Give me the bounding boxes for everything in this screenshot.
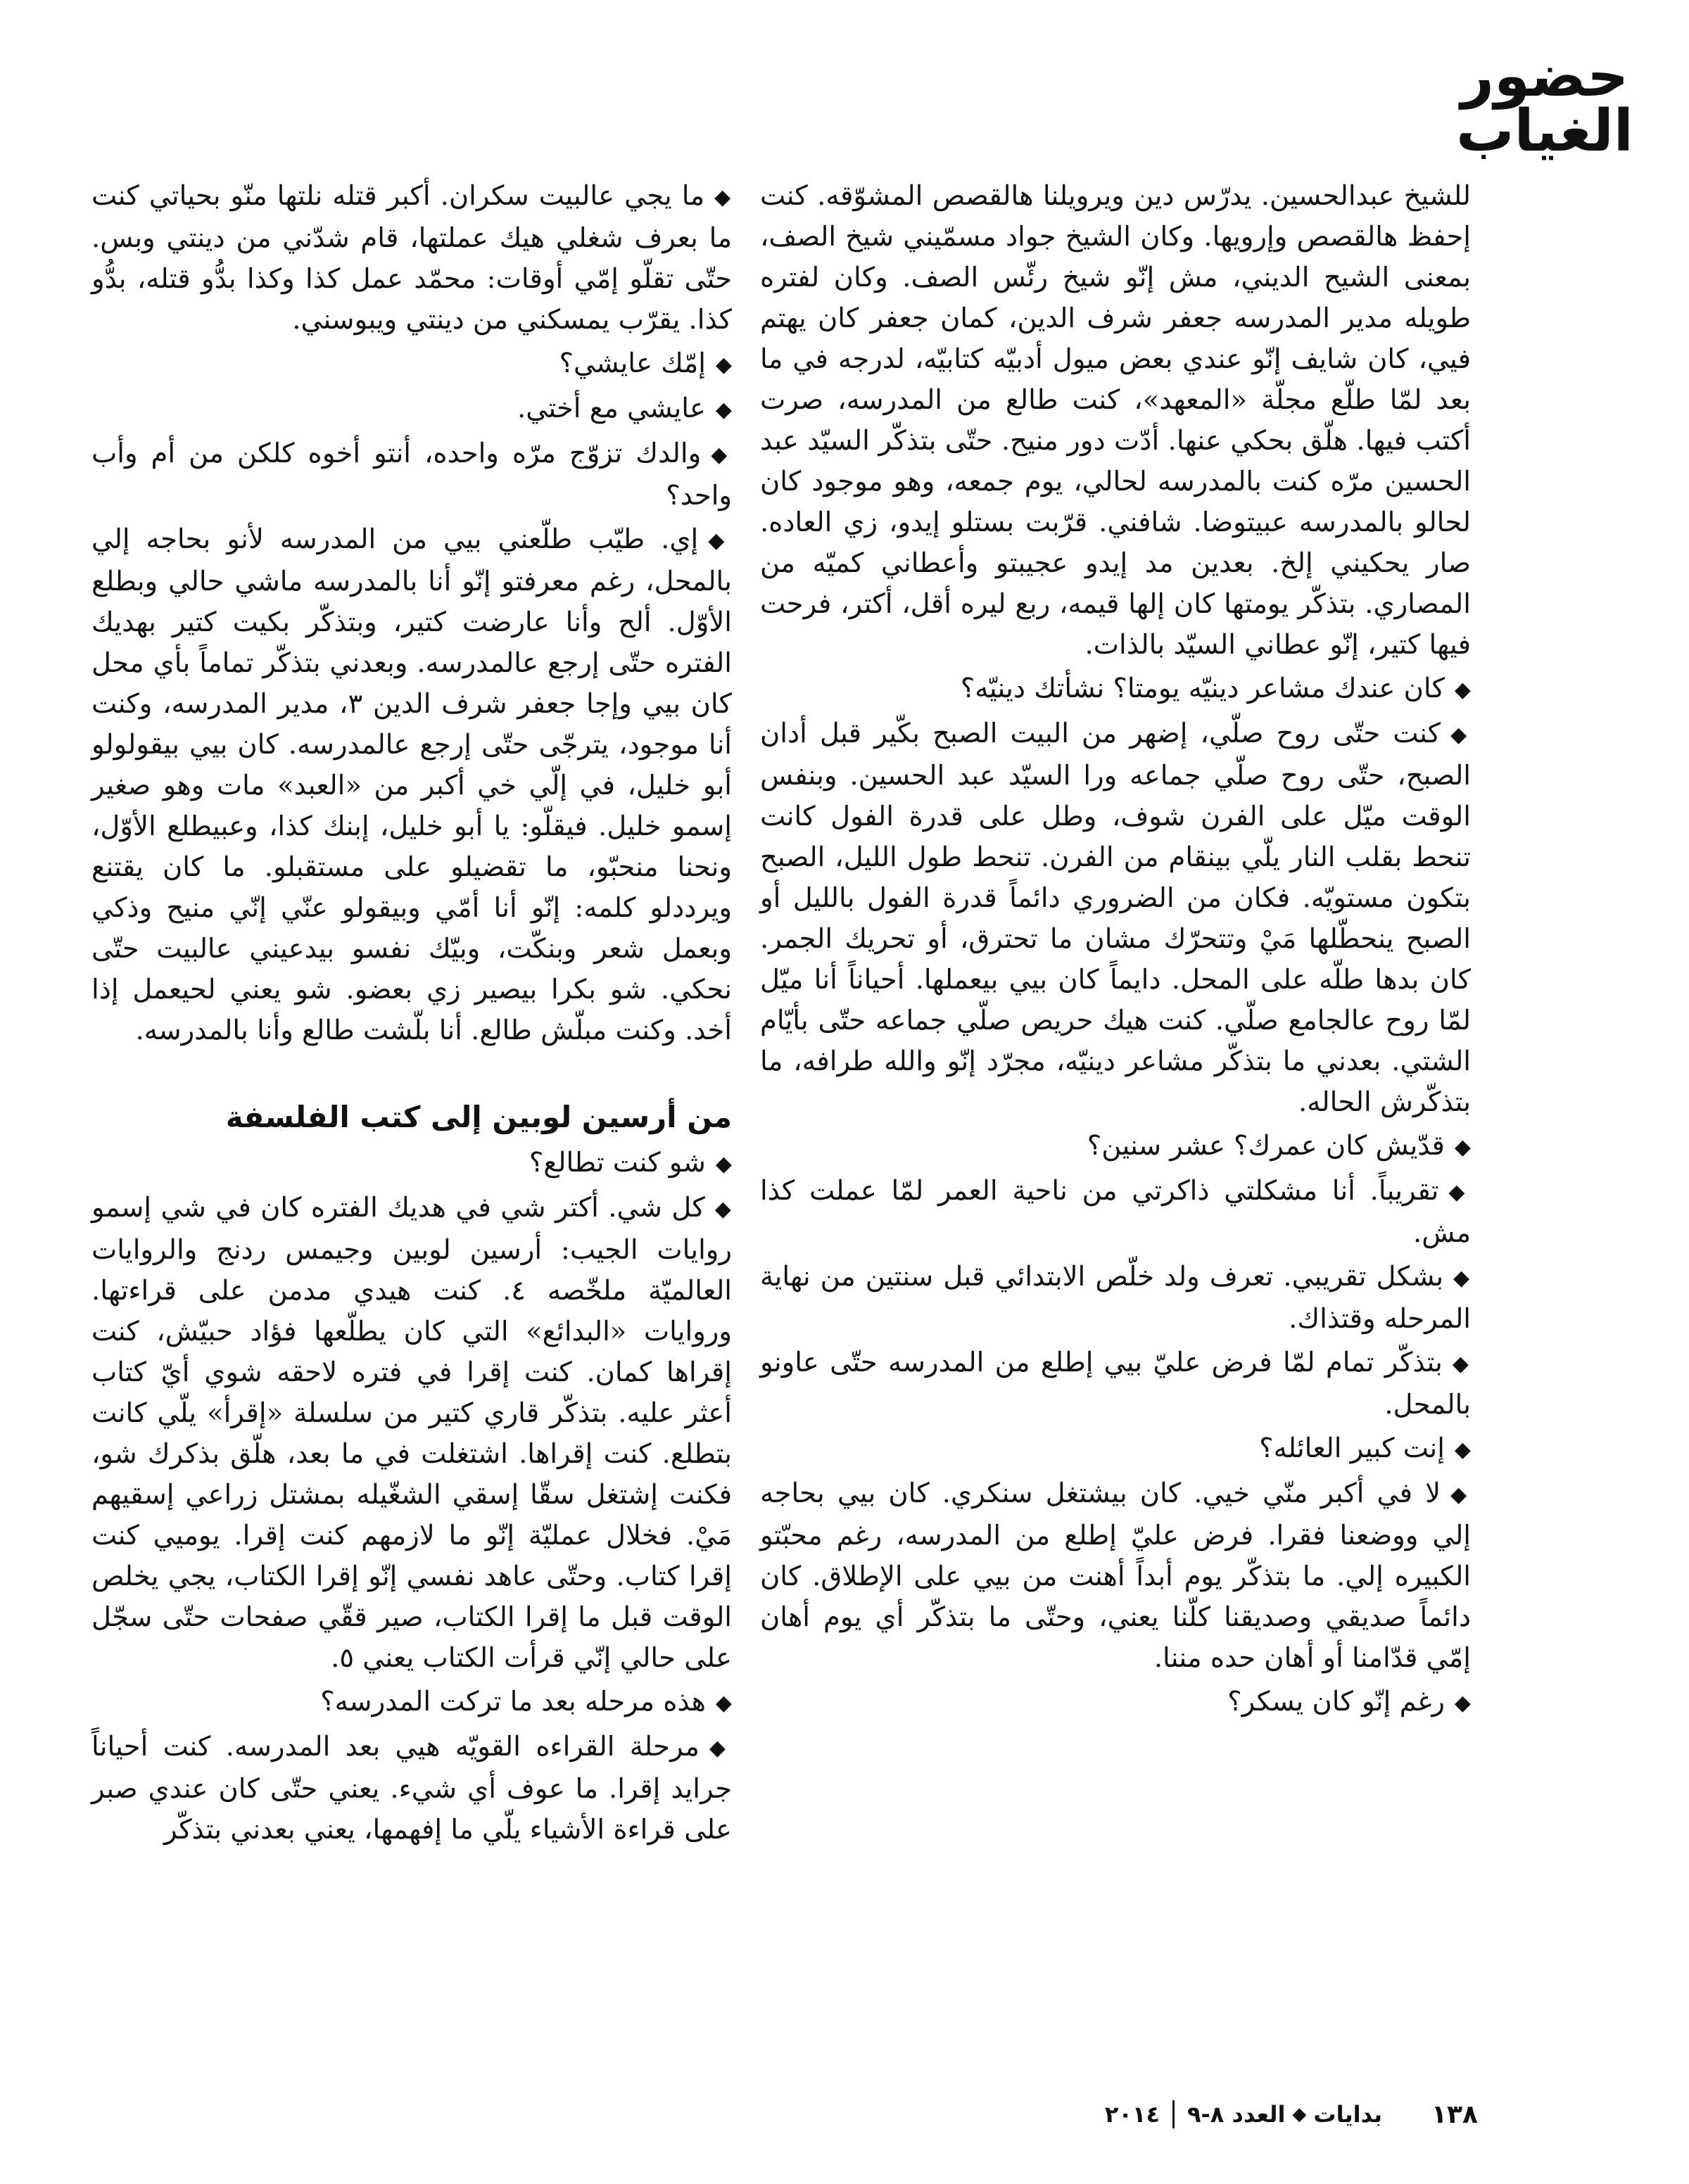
paragraph <box>91 343 732 386</box>
paragraph-text: عايشي مع أختي. <box>517 393 706 424</box>
page-number: ١٣٨ <box>1431 2100 1478 2129</box>
issue-year: ٢٠١٤ <box>1104 2101 1160 2128</box>
paragraph <box>760 1428 1471 1471</box>
diamond-bullet-icon: ◆ <box>1454 1691 1471 1715</box>
diamond-bullet-icon: ◆ <box>1292 2104 1307 2125</box>
paragraph <box>91 1727 732 1850</box>
diamond-bullet-icon: ◆ <box>1450 1483 1471 1507</box>
diamond-bullet-icon: ◆ <box>715 353 732 377</box>
paragraph-text: كل شي. أكتر شي في هديك الفتره كان في شي إسمو روايات الجيب: أرسين لوبين وجيمس ردنج والروايات العالميّة ملخّصه ٤. كنت هيدي مدمن على قراءتها. وروايات «البدائع» التي كان يطلّعها فؤاد حبيّش، كنت إقراها كمان. كنت إقرا في فتره لاحقه شوي أيّ كتاب أعثر عليه. بتذكّر قاري كتير من سلسلة «إقرأ» يلّي كانت بتطلع. كنت إقراها. اشتغلت في ما بعد، هلّق بذكرك شو، فكنت إشتغل سقّا إسقي الشغّيله بمشتل زراعي إسقيهم مَيْ. فخلال عمليّة إنّو ما لازمهم كنت إقرا. يوميي كنت إقرا كتاب. وحتّى عاهد نفسي إنّو إقرا الكتاب، يجي يخلص الوقت قبل ما إقرا الكتاب، صير ققّي صفحات حتّى سجّل على حالي إنّي قرأت الكتاب يعني ٥. <box>91 1192 733 1674</box>
paragraph-text: كان عندك مشاعر دينيّه يومتا؟ نشأتك دينيّه؟ <box>960 673 1445 704</box>
paragraph <box>760 1342 1471 1426</box>
diamond-bullet-icon: ◆ <box>714 185 732 210</box>
paragraph-text: ما يجي عالبيت سكران. أكبر قتله نلتها منّو بحياتي كنت ما بعرف شغلي هيك عملتها، قام شدّني من دينتي وبس. حتّى تقلّو إمّي أوقات: محمّد عمل كذا وكذا بدُّو قتله، بدُّو كذا. يقرّب يمسكني من دينتي ويبوسني. <box>91 180 732 336</box>
diamond-bullet-icon: ◆ <box>715 1152 732 1176</box>
diamond-bullet-icon: ◆ <box>1453 1266 1471 1290</box>
diamond-bullet-icon: ◆ <box>711 443 732 467</box>
paragraph-text: مرحلة القراءه القويّه هيي بعد المدرسه. كنت أحياناً جرايد إقرا. ما عوف أي شيء. يعني حتّى كان عندي صبر على قراءة الأشياء يلّي ما إفهمها، يعني بعدني بتذكّر <box>91 1731 732 1846</box>
paragraph-text: هذه مرحله بعد ما تركت المدرسه؟ <box>320 1686 706 1718</box>
diamond-bullet-icon: ◆ <box>1454 1135 1471 1160</box>
diamond-bullet-icon: ◆ <box>709 1736 732 1760</box>
paragraph-text: إنت كبير العائله؟ <box>1259 1433 1445 1464</box>
paragraph <box>760 1473 1471 1679</box>
left-text-column <box>91 176 732 1853</box>
diamond-bullet-icon: ◆ <box>1448 1180 1471 1205</box>
paragraph <box>91 519 732 1051</box>
paragraph-text: قدّيش كان عمرك؟ عشر سنين؟ <box>1087 1130 1445 1162</box>
paragraph <box>91 1682 732 1724</box>
paragraph <box>91 1188 732 1679</box>
paragraph-text: شو كنت تطالع؟ <box>529 1147 706 1179</box>
diamond-bullet-icon: ◆ <box>1454 1437 1471 1462</box>
paragraph <box>760 1171 1471 1254</box>
page-footer <box>978 2097 1478 2132</box>
paragraph <box>91 388 732 431</box>
paragraph <box>91 1143 732 1185</box>
paragraph-text: للشيخ عبدالحسين. يدرّس دين ويرويلنا هالقصص المشوّقه. كنت إحفظ هالقصص وإرويها. وكان الشيخ جواد مسمّيني شيخ الصف، بمعنى الشيح الديني، مش إنّو شيخ رئّس الصف. وكان لفتره طويله مدير المدرسه جعفر شرف الدين، كمان جعفر كان يهتم فيي، كان شايف إنّو عندي بعض ميول أدبيّه كتابيّه، لدرجه في ما بعد لمّا طلّع مجلّة «المعهد»، كنت طالع من المدرسه، صرت أكتب فيها. هلّق بحكي عنها. أدّت دور منيح. حتّى بتذكّر السيّد عبد الحسين مرّه كنت بالمدرسه لحالي، يوم جمعه، وهو موجود كان لحالو بالمدرسه عبيتوضا. شافني. قرّبت بستلو إيدو، زي العاده. صار يحكيني إلخ. بعدين مد إيدو عجيبتو وأعطاني كميّه من المصاري. بتذكّر يومتها كان إلها قيمه، ربع ليره أقل، أكتر، فرحت فيها كتير، إنّو عطاني السيّد بالذات. <box>760 180 1471 661</box>
masthead-logo <box>1443 43 1647 165</box>
diamond-bullet-icon: ◆ <box>1452 1352 1471 1376</box>
paragraph <box>91 176 732 341</box>
footer-divider <box>1172 2100 1175 2128</box>
paragraph <box>760 1126 1471 1168</box>
paragraph-text: إي. طيّب طلّعني بيي من المدرسه لأنو بحاجه إلي بالمحل، رغم معرفتو إنّو أنا بالمدرسه ماشي حالي وبطلع الأوّل. ألح وأنا عارضت كتير، وبتذكّر بكيت كتير بهديك الفتره حتّى إرجع عالمدرسه. وبعدني بتذكّر تماماً بأي محل كان بيي وإجا جعفر شرف الدين ٣، مدير المدرسه، وكنت أنا موجود، يترجّى حتّى إرجع عالمدرسه. كان بيي بيقولولو أبو خليل، في إلّي خي أكبر من «العبد» مات وهو صغير إسمو خليل. فيقلّو: يا أبو خليل، إبنك كذا، وعبيطلع الأوّل، ونحنا منحبّو، ما تقضيلو على مستقبلو. ما كان يقتنع ويرددلو كلمه: إنّو أنا أمّي وبيقولو عنّي إنّي منيح وذكي وبعمل شعر وبنكّت، وبيّك نفسو بيدعيني عالبيت حتّى نحكي. شو بكرا بيصير زي بعضو. شو يعني لحيعمل إذا أخد. وكنت مبلّش طالع. أنا بلّشت طالع وأنا بالمدرسه. <box>91 523 732 1046</box>
paragraph-text: كنت حتّى روح صلّي، إضهر من البيت الصبح بكّير قبل أدان الصبح، حتّى روح صلّي جماعه ورا السيّد عبد الحسين. وبنفس الوقت ميّل على الفرن شوف، وطل على قدرة الفول كانت تنحط بقلب النار يلّي بينقام من الفرن. تنحط طول الليل، الصبح بتكون مستويّه. فكان من الضروري دائماً قدرة الفول بالليل أو الصبح ينحطّلها مَيْ وتتحرّك مشان ما تحترق، أو تحريك الجمر. كان بدها طلّه على المحل. دايماً كان بيي بيعملها. أحياناً أنا ميّل لمّا روح عالجامع صلّي. كنت هيك حريص صلّي جماعه حتّى بأيّام الشتي. بعدني ما بتذكّر مشاعر دينيّه، مجرّد إنّو والله طرافه، ما بتذكّرش الحاله. <box>760 718 1471 1118</box>
paragraph <box>760 1682 1471 1724</box>
diamond-bullet-icon: ◆ <box>714 1197 732 1221</box>
paragraph <box>760 713 1471 1123</box>
diamond-bullet-icon: ◆ <box>1450 723 1471 747</box>
diamond-bullet-icon: ◆ <box>715 398 732 422</box>
paragraph-text: إمّك عايشي؟ <box>559 348 706 379</box>
paragraph <box>91 433 732 516</box>
diamond-bullet-icon: ◆ <box>1454 678 1471 702</box>
diamond-bullet-icon: ◆ <box>715 1691 732 1715</box>
paragraph-text: بشكل تقريبي. تعرف ولد خلّص الابتدائي قبل سنتين من نهاية المرحله وقتذاك. <box>760 1261 1471 1335</box>
paragraph-text: بتذكّر تمام لمّا فرض عليّ بيي إطلع من المدرسه حتّى عاونو بالمحل. <box>760 1347 1471 1421</box>
diamond-bullet-icon: ◆ <box>708 528 732 553</box>
paragraph-text: والدك تزوّج مرّه واحده، أنتو أخوه كلكن من أم وأب واحد؟ <box>91 438 732 512</box>
paragraph <box>760 1257 1471 1340</box>
paragraph-text: لا في أكبر منّي خيي. كان بيشتغل سنكري. كان بيي بحاجه إلي ووضعنا فقرا. فرض عليّ إطلع من المدرسه، رغم محبّتو الكبيره إلي. ما بتذكّر يوم أبداً أهنت من بيي على الإطلاق. كان دائماً صديقي وصديقنا كلّنا يعني، وحتّى ما بتذكّر أي يوم أهان إمّي قدّامنا أو أهان حده مننا. <box>760 1478 1471 1674</box>
paragraph <box>760 176 1471 666</box>
masthead-line-2: الغياب <box>1456 97 1633 165</box>
paragraph <box>760 668 1471 711</box>
right-text-column <box>760 176 1471 1727</box>
issue-label: العدد ٨-٩ <box>1187 2101 1286 2128</box>
paragraph-text: تقريباً. أنا مشكلتي ذاكرتي من ناحية العمر لمّا عملت كذا مش. <box>760 1175 1471 1249</box>
paragraph-text: رغم إنّو كان يسكر؟ <box>1227 1686 1445 1718</box>
magazine-name: بدايات <box>1313 2101 1383 2128</box>
masthead-line-1: حضور <box>1460 43 1629 110</box>
section-heading: من أرسين لوبين إلى كتب الفلسفة <box>225 1100 732 1134</box>
